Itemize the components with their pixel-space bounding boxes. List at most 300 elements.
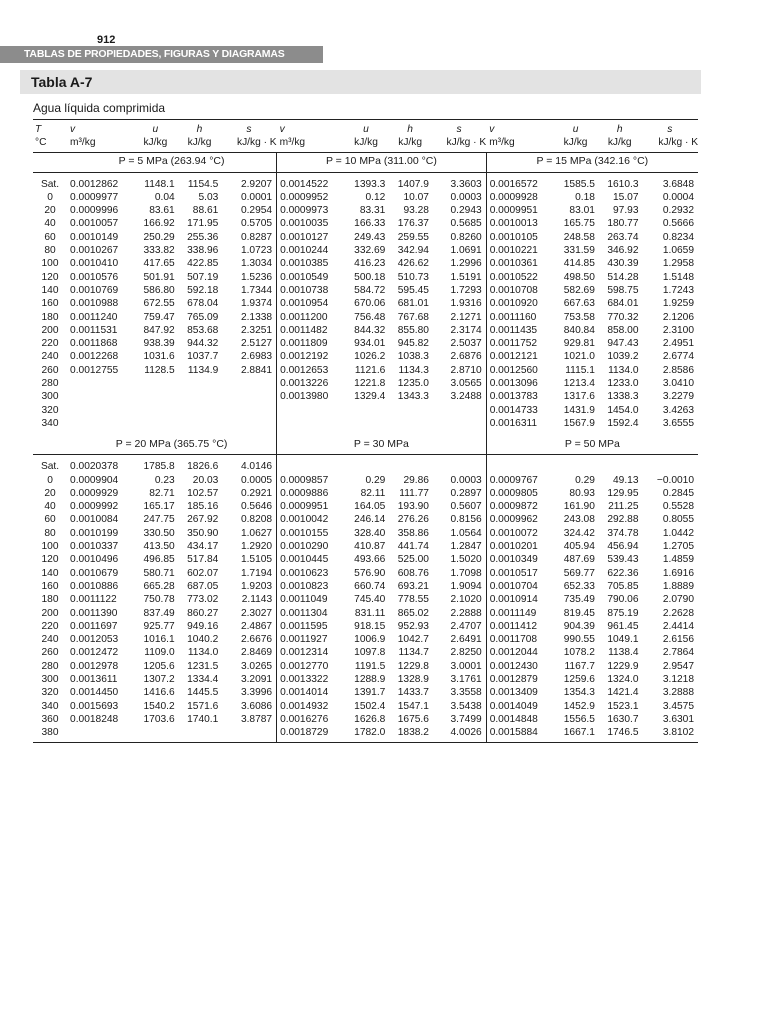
- entropy-cell: 1.0564: [450, 527, 482, 539]
- internal-energy-cell: 929.81: [563, 338, 595, 350]
- enthalpy-cell: 765.09: [187, 311, 219, 323]
- enthalpy-cell: 1523.1: [607, 700, 639, 712]
- internal-energy-cell: 844.32: [354, 324, 386, 336]
- entropy-cell: 2.4414: [662, 620, 694, 632]
- entropy-cell: 1.8889: [662, 580, 694, 592]
- internal-energy-cell: 166.33: [354, 218, 386, 230]
- specific-volume-cell: 0.0010704: [486, 580, 553, 593]
- entropy-cell: 1.9094: [450, 580, 482, 592]
- enthalpy-cell: 5.03: [198, 191, 219, 203]
- g3-h-unit: kJ/kg: [598, 136, 642, 152]
- enthalpy-cell: 1039.2: [607, 351, 639, 363]
- specific-volume-cell: 0.0010105: [486, 231, 553, 244]
- table-row: [33, 633, 698, 646]
- block-end-cell: [553, 739, 598, 743]
- entropy-cell: 1.9203: [240, 580, 273, 592]
- specific-volume-cell: 0.0009952: [277, 191, 344, 204]
- enthalpy-cell: 1134.3: [398, 364, 429, 376]
- temperature-cell: 280: [41, 378, 59, 390]
- entropy-cell: 0.2943: [450, 205, 482, 217]
- internal-energy-cell: 938.39: [143, 338, 175, 350]
- specific-volume-cell: 0.0012770: [277, 660, 344, 673]
- enthalpy-cell: 129.95: [607, 487, 639, 499]
- internal-energy-cell: 324.42: [563, 527, 595, 539]
- entropy-cell: 1.0442: [662, 527, 694, 539]
- enthalpy-cell: 949.16: [187, 620, 219, 632]
- specific-volume-cell: 0.0010361: [486, 257, 553, 270]
- table-row: [33, 700, 698, 713]
- enthalpy-cell: 684.01: [607, 298, 639, 310]
- internal-energy-cell: 904.39: [563, 620, 595, 632]
- internal-energy-cell: 569.77: [563, 567, 595, 579]
- internal-energy-cell: 165.75: [563, 218, 595, 230]
- specific-volume-cell: 0.0010988: [70, 298, 119, 310]
- enthalpy-cell: 1334.4: [187, 673, 219, 685]
- entropy-cell: 2.6876: [450, 351, 482, 363]
- internal-energy-cell: [133, 404, 178, 417]
- specific-volume-cell: 0.0014049: [486, 700, 553, 713]
- entropy-cell: 2.1206: [662, 311, 694, 323]
- entropy-cell: 0.0004: [662, 191, 694, 203]
- entropy-cell: 1.0691: [450, 245, 482, 257]
- enthalpy-cell: 1138.4: [608, 647, 639, 659]
- enthalpy-cell: 1233.0: [607, 378, 639, 390]
- table-row: [33, 607, 698, 620]
- entropy-cell: 3.3996: [240, 687, 273, 699]
- temperature-cell: 340: [41, 417, 59, 429]
- internal-energy-cell: 164.05: [354, 501, 386, 513]
- internal-energy-cell: 1128.5: [144, 364, 175, 376]
- internal-energy-cell: 243.08: [563, 514, 595, 526]
- enthalpy-cell: 947.43: [607, 338, 639, 350]
- specific-volume-cell: 0.0010127: [277, 231, 344, 244]
- enthalpy-cell: 97.93: [613, 205, 639, 217]
- enthalpy-cell: 1826.6: [187, 461, 219, 473]
- specific-volume-cell: 0.0013783: [486, 390, 553, 403]
- specific-volume-cell: 0.0012053: [70, 634, 119, 646]
- specific-volume-cell: 0.0010623: [277, 567, 344, 580]
- enthalpy-cell: [178, 726, 222, 739]
- enthalpy-cell: 358.86: [397, 527, 429, 539]
- g1-v-unit: m³/kg: [67, 136, 133, 152]
- pressure-label: P = 30 MPa: [277, 435, 487, 455]
- specific-volume-cell: 0.0011412: [486, 620, 553, 633]
- entropy-cell: 1.0723: [240, 245, 273, 257]
- internal-energy-cell: 1567.9: [563, 417, 595, 429]
- specific-volume-cell: 0.0010290: [277, 540, 344, 553]
- entropy-cell: 2.6156: [662, 634, 694, 646]
- specific-volume-cell: 0.0011304: [277, 607, 344, 620]
- entropy-cell: 3.1761: [450, 673, 482, 685]
- entropy-cell: 0.8234: [662, 231, 694, 243]
- entropy-cell: 1.3034: [240, 258, 273, 270]
- entropy-cell: 0.5528: [662, 501, 694, 513]
- entropy-cell: 2.6491: [450, 634, 482, 646]
- temperature-cell: Sat.: [40, 178, 60, 190]
- entropy-cell: 2.6983: [240, 351, 273, 363]
- temperature-cell: 360: [41, 713, 59, 725]
- specific-volume-cell: [67, 726, 133, 739]
- enthalpy-cell: 441.74: [397, 541, 429, 553]
- enthalpy-cell: 263.74: [607, 231, 639, 243]
- specific-volume-cell: 0.0010042: [277, 513, 344, 526]
- entropy-cell: 2.4951: [662, 338, 694, 350]
- enthalpy-cell: 1231.5: [187, 660, 219, 672]
- enthalpy-cell: 770.32: [607, 311, 639, 323]
- temperature-cell: 300: [41, 391, 59, 403]
- specific-volume-cell: 0.0010149: [70, 231, 119, 243]
- page-number: 912: [97, 34, 116, 46]
- pressure-label: P = 50 MPa: [486, 435, 698, 455]
- table-row: [33, 417, 698, 430]
- entropy-cell: 1.5236: [240, 271, 273, 283]
- enthalpy-cell: 185.16: [187, 501, 219, 513]
- internal-energy-cell: 0.18: [575, 191, 595, 203]
- internal-energy-cell: 1431.9: [563, 404, 595, 416]
- enthalpy-cell: 1675.6: [397, 713, 429, 725]
- internal-energy-cell: 1416.6: [143, 687, 175, 699]
- specific-volume-cell: 0.0016311: [486, 417, 553, 430]
- internal-energy-cell: 0.04: [154, 191, 175, 203]
- block-end-cell: [642, 739, 698, 743]
- enthalpy-cell: 875.19: [607, 607, 639, 619]
- g1-u-unit: kJ/kg: [133, 136, 178, 152]
- entropy-cell: [432, 460, 486, 473]
- enthalpy-cell: 1134.9: [187, 364, 219, 376]
- enthalpy-cell: 374.78: [607, 527, 639, 539]
- specific-volume-cell: 0.0015693: [70, 700, 119, 712]
- specific-volume-cell: 0.0014014: [277, 686, 344, 699]
- entropy-cell: 1.0627: [240, 527, 273, 539]
- table-row: [33, 726, 698, 739]
- internal-energy-cell: 82.71: [149, 487, 175, 499]
- internal-energy-cell: 83.61: [149, 205, 175, 217]
- enthalpy-cell: 255.36: [187, 231, 219, 243]
- specific-volume-cell: 0.0013226: [277, 377, 344, 390]
- specific-volume-cell: 0.0010201: [486, 540, 553, 553]
- temperature-cell: 180: [41, 311, 59, 323]
- enthalpy-cell: 1740.1: [187, 713, 219, 725]
- block-end-cell: [277, 739, 344, 743]
- internal-energy-cell: 1782.0: [354, 727, 386, 739]
- table-row: [33, 500, 698, 513]
- enthalpy-cell: 338.96: [187, 245, 219, 257]
- block-end-cell: [178, 739, 222, 743]
- internal-energy-cell: 847.92: [143, 324, 175, 336]
- enthalpy-cell: [388, 460, 432, 473]
- entropy-cell: 1.2996: [450, 258, 482, 270]
- specific-volume-cell: 0.0010199: [70, 527, 119, 539]
- internal-energy-cell: 665.28: [143, 580, 175, 592]
- internal-energy-cell: 246.14: [354, 514, 386, 526]
- temperature-cell: 140: [41, 284, 59, 296]
- internal-energy-cell: 925.77: [143, 620, 175, 632]
- table-row: [33, 204, 698, 217]
- entropy-cell: 2.2628: [662, 607, 694, 619]
- entropy-cell: 3.6848: [662, 178, 694, 190]
- specific-volume-cell: 0.0010445: [277, 553, 344, 566]
- entropy-cell: 2.3100: [662, 324, 694, 336]
- enthalpy-cell: 1154.5: [187, 178, 219, 190]
- internal-energy-cell: [133, 726, 178, 739]
- g3-h-symbol: h: [598, 120, 642, 137]
- specific-volume-cell: 0.0010522: [486, 271, 553, 284]
- internal-energy-cell: 328.40: [354, 527, 386, 539]
- temperature-cell: 280: [41, 660, 59, 672]
- specific-volume-cell: 0.0009857: [277, 474, 344, 487]
- enthalpy-cell: 1038.3: [397, 351, 429, 363]
- entropy-cell: 3.1218: [662, 673, 694, 685]
- entropy-cell: 4.0146: [240, 461, 273, 473]
- specific-volume-cell: 0.0009951: [486, 204, 553, 217]
- internal-energy-cell: 735.49: [563, 594, 595, 606]
- specific-volume-cell: 0.0011240: [70, 311, 118, 323]
- internal-energy-cell: 990.55: [563, 634, 595, 646]
- specific-volume-cell: [486, 460, 553, 473]
- internal-energy-cell: 1006.9: [354, 634, 386, 646]
- internal-energy-cell: 759.47: [143, 311, 175, 323]
- internal-energy-cell: [344, 404, 389, 417]
- g3-v-symbol: v: [486, 120, 553, 137]
- enthalpy-cell: 602.07: [187, 567, 219, 579]
- enthalpy-cell: 211.25: [608, 501, 639, 513]
- specific-volume-cell: 0.0012314: [277, 646, 344, 659]
- temperature-cell: 0: [47, 191, 53, 203]
- enthalpy-cell: [388, 417, 432, 430]
- temperature-cell: 0: [47, 474, 53, 486]
- enthalpy-cell: 853.68: [187, 324, 219, 336]
- temperature-cell: 40: [44, 501, 56, 513]
- temperature-cell: 60: [44, 514, 56, 526]
- enthalpy-cell: 595.45: [397, 284, 429, 296]
- specific-volume-cell: 0.0010576: [70, 271, 119, 283]
- enthalpy-cell: 93.28: [403, 205, 429, 217]
- enthalpy-cell: 1630.7: [607, 713, 639, 725]
- specific-volume-cell: 0.0011122: [70, 594, 117, 606]
- table-row: [33, 713, 698, 726]
- internal-energy-cell: 410.87: [354, 541, 386, 553]
- table-row: [33, 311, 698, 324]
- enthalpy-cell: 10.07: [403, 191, 429, 203]
- table-row: [33, 404, 698, 417]
- table-row: [33, 646, 698, 659]
- enthalpy-cell: 1407.9: [397, 178, 429, 190]
- enthalpy-cell: 865.02: [397, 607, 429, 619]
- internal-energy-cell: 750.78: [143, 594, 175, 606]
- enthalpy-cell: 259.55: [397, 231, 429, 243]
- entropy-cell: 0.2845: [662, 487, 694, 499]
- entropy-cell: 0.2932: [662, 205, 694, 217]
- internal-energy-cell: 330.50: [143, 527, 175, 539]
- entropy-cell: 3.7499: [450, 713, 482, 725]
- specific-volume-cell: 0.0009973: [277, 204, 344, 217]
- table-row: [33, 350, 698, 363]
- enthalpy-cell: 1229.8: [397, 660, 429, 672]
- entropy-cell: 3.2279: [662, 391, 694, 403]
- entropy-cell: 1.7293: [450, 284, 482, 296]
- specific-volume-cell: 0.0012472: [70, 647, 119, 659]
- enthalpy-cell: 1571.6: [187, 700, 219, 712]
- temperature-cell: 20: [44, 487, 56, 499]
- internal-energy-cell: 1354.3: [563, 687, 595, 699]
- entropy-cell: [221, 417, 276, 430]
- enthalpy-cell: 1134.7: [398, 647, 429, 659]
- internal-energy-cell: 840.84: [563, 324, 595, 336]
- internal-energy-cell: 1016.1: [143, 634, 175, 646]
- entropy-cell: 2.8250: [450, 647, 482, 659]
- temperature-cell: Sat.: [40, 461, 60, 473]
- internal-energy-cell: 0.29: [575, 474, 595, 486]
- entropy-cell: 2.8469: [240, 647, 273, 659]
- internal-energy-cell: 819.45: [563, 607, 595, 619]
- entropy-cell: 3.8787: [240, 713, 273, 725]
- entropy-cell: 0.8287: [240, 231, 273, 243]
- specific-volume-cell: 0.0011595: [277, 620, 344, 633]
- temperature-cell: 80: [44, 245, 56, 257]
- entropy-cell: 2.4867: [240, 620, 273, 632]
- internal-energy-cell: 1121.6: [354, 364, 386, 376]
- entropy-cell: 2.7864: [662, 647, 694, 659]
- entropy-cell: 3.5438: [450, 700, 482, 712]
- table-row: [33, 620, 698, 633]
- entropy-cell: 1.5020: [450, 554, 482, 566]
- enthalpy-cell: 517.84: [187, 554, 219, 566]
- pressure-label: P = 10 MPa (311.00 °C): [277, 152, 487, 172]
- specific-volume-cell: 0.0009928: [486, 191, 553, 204]
- entropy-cell: 0.5666: [662, 218, 694, 230]
- specific-volume-cell: 0.0010954: [277, 297, 344, 310]
- entropy-cell: 0.0003: [450, 474, 482, 486]
- table-row: [33, 460, 698, 473]
- block-end-cell: [221, 739, 276, 743]
- enthalpy-cell: 267.92: [187, 514, 219, 526]
- specific-volume-cell: 0.0009977: [70, 191, 119, 203]
- internal-energy-cell: 1078.2: [563, 647, 595, 659]
- table-row: [33, 686, 698, 699]
- internal-energy-cell: 918.15: [354, 620, 386, 632]
- internal-energy-cell: [133, 377, 178, 390]
- specific-volume-cell: 0.0012560: [486, 364, 553, 377]
- temperature-cell: 120: [41, 271, 59, 283]
- specific-volume-cell: 0.0010769: [70, 284, 119, 296]
- specific-volume-cell: [67, 404, 133, 417]
- specific-volume-cell: 0.0013322: [277, 673, 344, 686]
- enthalpy-cell: 790.06: [607, 594, 639, 606]
- g2-v-unit: m³/kg: [277, 136, 344, 152]
- internal-energy-cell: 166.92: [143, 218, 175, 230]
- block-end-cell: [344, 739, 389, 743]
- internal-energy-cell: 500.18: [354, 271, 386, 283]
- specific-volume-cell: 0.0010337: [70, 541, 119, 553]
- enthalpy-cell: 525.00: [397, 554, 429, 566]
- entropy-cell: 2.6774: [662, 351, 694, 363]
- entropy-cell: 1.0659: [662, 245, 694, 257]
- enthalpy-cell: 342.94: [397, 245, 429, 257]
- specific-volume-cell: 0.0013980: [277, 390, 344, 403]
- specific-volume-cell: 0.0020378: [70, 461, 119, 473]
- entropy-cell: 2.9547: [662, 660, 694, 672]
- specific-volume-cell: [277, 404, 344, 417]
- t-unit: °C: [33, 136, 67, 152]
- entropy-cell: 0.8055: [662, 514, 694, 526]
- specific-volume-cell: 0.0011697: [70, 620, 118, 632]
- temperature-cell: 380: [41, 727, 59, 739]
- specific-volume-cell: 0.0010708: [486, 284, 553, 297]
- internal-energy-cell: 580.71: [143, 567, 175, 579]
- block-end-cell: [598, 739, 642, 743]
- temperature-cell: 300: [41, 673, 59, 685]
- internal-energy-cell: 1288.9: [354, 673, 386, 685]
- enthalpy-cell: 49.13: [613, 474, 639, 486]
- enthalpy-cell: 1049.1: [607, 634, 639, 646]
- internal-energy-cell: 745.40: [354, 594, 386, 606]
- internal-energy-cell: 753.58: [563, 311, 595, 323]
- entropy-cell: 3.2888: [662, 687, 694, 699]
- g1-h-unit: kJ/kg: [178, 136, 222, 152]
- g3-u-symbol: u: [553, 120, 598, 137]
- table-row: [33, 191, 698, 204]
- internal-energy-cell: 1026.2: [354, 351, 386, 363]
- internal-energy-cell: 250.29: [143, 231, 175, 243]
- specific-volume-cell: 0.0009805: [486, 487, 553, 500]
- table-row: [33, 487, 698, 500]
- internal-energy-cell: 586.80: [143, 284, 175, 296]
- enthalpy-cell: 1592.4: [607, 417, 639, 429]
- g1-u-symbol: u: [133, 120, 178, 137]
- enthalpy-cell: 1037.7: [187, 351, 219, 363]
- internal-energy-cell: 161.90: [563, 501, 595, 513]
- entropy-cell: 1.4859: [662, 554, 694, 566]
- internal-energy-cell: 831.11: [354, 607, 386, 619]
- temperature-cell: 320: [41, 687, 59, 699]
- table-label: Tabla A-7: [31, 74, 93, 90]
- g2-s-symbol: s: [432, 120, 486, 137]
- specific-volume-cell: 0.0010013: [486, 217, 553, 230]
- specific-volume-cell: 0.0011809: [277, 337, 344, 350]
- entropy-cell: 1.9259: [662, 298, 694, 310]
- entropy-cell: 1.7194: [240, 567, 273, 579]
- specific-volume-cell: 0.0012862: [70, 178, 119, 190]
- table-row: [33, 593, 698, 606]
- internal-energy-cell: [553, 460, 598, 473]
- entropy-cell: [432, 417, 486, 430]
- specific-volume-cell: 0.0011708: [486, 633, 553, 646]
- entropy-cell: 0.8208: [240, 514, 273, 526]
- entropy-cell: 2.8841: [240, 364, 273, 376]
- block-end: [33, 739, 698, 743]
- enthalpy-cell: 592.18: [187, 284, 219, 296]
- internal-energy-cell: 1667.1: [563, 727, 595, 739]
- enthalpy-cell: 687.05: [187, 580, 219, 592]
- internal-energy-cell: 1115.1: [565, 364, 595, 376]
- block-end-cell: [486, 739, 553, 743]
- internal-energy-cell: 1031.6: [143, 351, 175, 363]
- specific-volume-cell: 0.0011200: [277, 311, 344, 324]
- table-row: [33, 324, 698, 337]
- specific-volume-cell: 0.0010349: [486, 553, 553, 566]
- enthalpy-cell: 15.07: [613, 191, 639, 203]
- internal-energy-cell: 1213.4: [563, 378, 595, 390]
- temperature-cell: 140: [41, 567, 59, 579]
- internal-energy-cell: 1097.8: [354, 647, 386, 659]
- table-row: [33, 231, 698, 244]
- internal-energy-cell: 493.66: [354, 554, 386, 566]
- g1-h-symbol: h: [178, 120, 222, 137]
- specific-volume-cell: 0.0009886: [277, 487, 344, 500]
- entropy-cell: 1.5148: [662, 271, 694, 283]
- running-header: TABLAS DE PROPIEDADES, FIGURAS Y DIAGRAMAS: [0, 46, 323, 63]
- internal-energy-cell: 756.48: [354, 311, 386, 323]
